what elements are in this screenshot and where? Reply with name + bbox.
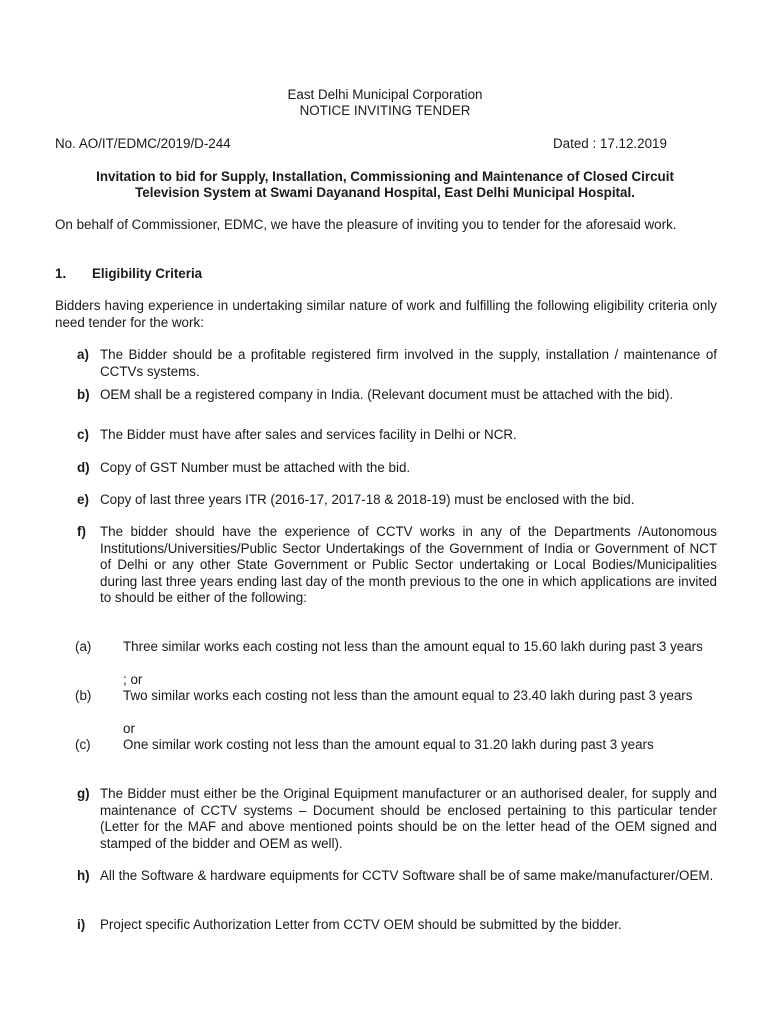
criteria-text: The Bidder must have after sales and services facility in Delhi or NCR. [100,427,517,442]
criteria-label: f) [77,524,86,539]
criteria-label: e) [77,492,89,507]
criteria-label: c) [77,427,89,442]
criteria-label: d) [77,460,90,475]
criteria-text: Copy of GST Number must be attached with the bid. [100,460,411,475]
option-text: Three similar works each costing not less than the amount equal to 15.60 lakh during past 3 years [123,639,703,654]
criteria-text: The bidder should have the experience of CCTV works in any of the Departments /Autonomous Institutions/Universities/Public Sector Undertakings of the Government of India or Government of NCT of Delhi or any other State Government or Public Sector undertaking or Local Bodies/Municipalities during last three years ending last day of the month previous to the one in which applications are invited to should be either of the following: [100,524,717,605]
notice-title: NOTICE INVITING TENDER [299,103,471,118]
option-connector: ; or [123,672,143,687]
notice-date: Dated : 17.12.2019 [553,136,667,151]
criteria-text: All the Software & hardware equipments for CCTV Software shall be of same make/manufacturer/OEM. [100,868,714,883]
option-label: (c) [75,737,91,752]
criteria-text: The Bidder should be a profitable registered firm involved in the supply, installation / maintenance of CCTVs systems. [100,347,717,379]
option-text: Two similar works each costing not less than the amount equal to 23.40 lakh during past 3 years [123,688,693,703]
org-name: East Delhi Municipal Corporation [287,87,483,102]
criteria-text: Copy of last three years ITR (2016-17, 2017-18 & 2018-19) must be enclosed with the bid. [100,492,635,507]
criteria-label: a) [77,347,89,362]
criteria-text: OEM shall be a registered company in India. (Relevant document must be attached with the bid). [100,387,674,402]
criteria-text: Project specific Authorization Letter from CCTV OEM should be submitted by the bidder. [100,917,622,932]
tender-title-line-2: Television System at Swami Dayanand Hospital, East Delhi Municipal Hospital. [135,185,635,200]
criteria-label: i) [77,917,86,932]
reference-number: No. AO/IT/EDMC/2019/D-244 [55,136,231,151]
intro-paragraph: On behalf of Commissioner, EDMC, we have the pleasure of inviting you to tender for the aforesaid work. [55,217,677,232]
eligibility-lead: Bidders having experience in undertaking similar nature of work and fulfilling the following eligibility criteria only need tender for the work: [55,298,717,330]
criteria-label: b) [77,387,90,402]
criteria-text: The Bidder must either be the Original Equipment manufacturer or an authorised dealer, for supply and maintenance of CCTV systems – Document should be enclosed pertaining to this particular tender (Letter for the MAF and above mentioned points should be on the letter head of the OEM signed and stamped of the bidder and OEM as well). [100,786,717,851]
option-label: (b) [75,688,92,703]
section-number: 1. [55,266,67,281]
option-label: (a) [75,639,92,654]
option-text: One similar work costing not less than the amount equal to 31.20 lakh during past 3 years [123,737,654,752]
option-connector: or [123,721,135,736]
tender-title-line-1: Invitation to bid for Supply, Installation, Commissioning and Maintenance of Closed Circuit [96,169,674,184]
criteria-label: g) [77,786,90,801]
section-heading: Eligibility Criteria [92,266,203,281]
criteria-label: h) [77,868,90,883]
